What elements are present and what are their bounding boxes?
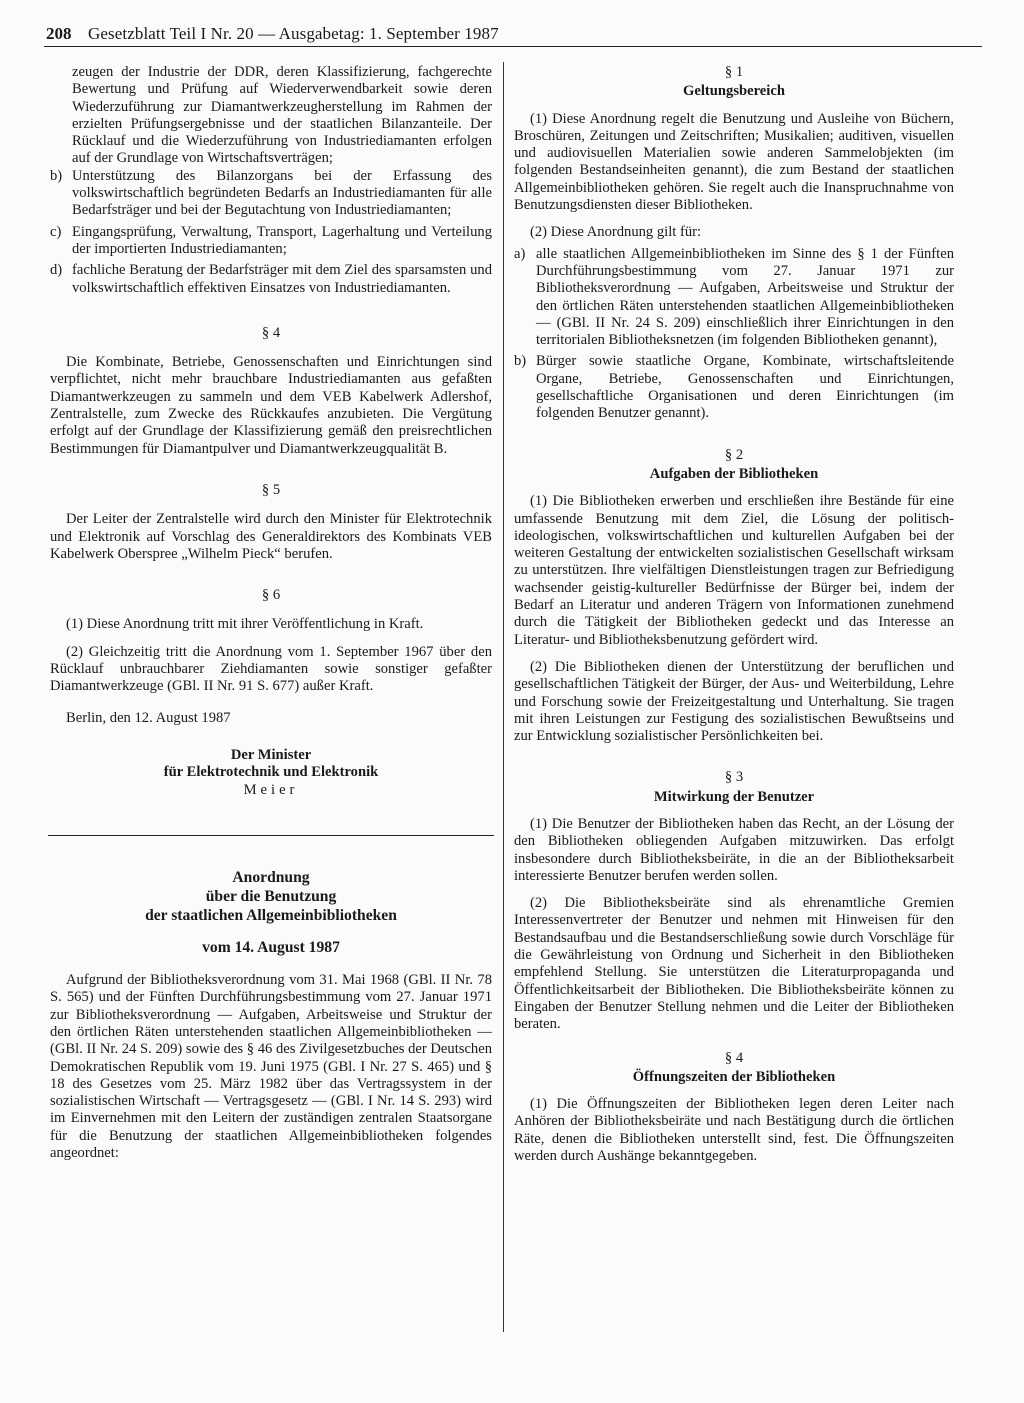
list-item-label: b) bbox=[50, 167, 63, 184]
section-2-paragraph-2: (2) Die Bibliotheken dienen der Unterstützung der beruflichen und gesellschaftlichen Tätigkeit der Bürger, der Aus- und Weiterbildung, Lehre und Forschung sowie der Freizeitgestaltung und Unterhaltung. Sie tragen mit ihren Leistungen zur Festigung des sozialistischen Bewußtseins und zur Entwicklung sozialistischer Persönlichkeiten bei. bbox=[514, 658, 954, 745]
section-6-paragraph-1: (1) Diese Anordnung tritt mit ihrer Veröffentlichung in Kraft. bbox=[66, 616, 424, 633]
section-4-paragraph-1: (1) Die Öffnungszeiten der Bibliotheken legen deren Leiter nach Anhören der Bibliotheksbeiräte und nach Bestätigung durch die örtlichen Räte, denen die Bibliotheken unterstellt sind, fest. Die Öffnungszeiten werden durch Aushänge bekanntgegeben. bbox=[514, 1096, 954, 1165]
list-item-text: Bürger sowie staatliche Organe, Kombinate, wirtschaftsleitende Organe, Betriebe, Genossenschaften und Einrichtungen, gesellschaftliche Organisationen und deren Einrichtungen (im folgenden Benutzer genannt). bbox=[536, 353, 954, 422]
column-divider bbox=[503, 62, 504, 1332]
signatory-title-1: Der Minister bbox=[230, 746, 312, 763]
header-rule bbox=[44, 46, 982, 47]
right-column bbox=[514, 64, 954, 1165]
list-item-label: b) bbox=[514, 353, 527, 370]
document-title-line-3: der staatlichen Allgemeinbibliotheken bbox=[145, 906, 397, 924]
page-header bbox=[46, 20, 726, 48]
section-mark-2: § 2 bbox=[724, 446, 744, 463]
list-item-c bbox=[50, 224, 492, 259]
list-item-d bbox=[50, 262, 492, 297]
preamble: Aufgrund der Bibliotheksverordnung vom 31. Mai 1968 (GBl. II Nr. 78 S. 565) und der Fünften Durchführungsbestimmung vom 27. Januar 1971 zur Bibliotheksverordnung — Aufgaben, Arbeitsweise und Struktur der den örtlichen Räten unterstehenden staatlichen Allgemeinbibliotheken — (GBl. II Nr. 24 S. 209) sowie des § 46 des Zivilgesetzbuches der Deutschen Demokratischen Republik vom 19. Juni 1975 (GBl. I Nr. 27 S. 465) und § 18 des Gesetzes vom 25. März 1982 über das Vertragssystem in der sozialistischen Wirtschaft — Vertragsgesetz — (GBl. I Nr. 14 S. 293) wird im Einvernehmen mit den Leitern der zuständigen zentralen Staatsorgane für die Benutzung der staatlichen Allgemeinbibliotheken folgendes angeordnet: bbox=[50, 972, 492, 1162]
document-separator bbox=[48, 835, 494, 836]
section-2-paragraph-1: (1) Die Bibliotheken erwerben und erschließen ihre Bestände für eine umfassende Benutzung mit dem Ziel, die Lösung der politisch-ideologischen, volkswirtschaftlichen und kulturellen Aufgaben bei der weiteren Gestaltung der entwickelten sozialistischen Gesellschaft wirksam zu unterstützen. Ihre vielfältigen Dienstleistungen tragen zur Befriedigung wachsender geistig-kultureller Bedürfnisse der Bürger bei, indem der Bedarf an Literatur und anderen Trägern von Informationen zunehmend durch die Tätigkeit der Bibliotheken gedeckt und das Interesse an Literatur- und Bibliotheksbenutzung gefördert wird. bbox=[514, 493, 954, 648]
document-date: vom 14. August 1987 bbox=[202, 938, 340, 956]
list-item-label: c) bbox=[50, 223, 62, 240]
list-item-b bbox=[50, 168, 492, 220]
document-title-line-1: Anordnung bbox=[232, 868, 310, 886]
section-mark-1: § 1 bbox=[724, 64, 744, 80]
list-item-a bbox=[514, 246, 954, 350]
list-item-text: Unterstützung des Bilanzorgans bei der Erfassung des volkswirtschaftlich begründeten Bedarfs an Industriediamanten für alle Bedarfsträger und bei der Begutachtung von Industriediamanten; bbox=[72, 167, 492, 219]
section-5-text: Der Leiter der Zentralstelle wird durch den Minister für Elektrotechnik und Elektronik auf Vorschlag des Generaldirektors des Kombinats VEB Kabelwerk Oberspree „Wilhelm Pieck“ berufen. bbox=[50, 511, 492, 562]
section-4-text: Die Kombinate, Betriebe, Genossenschaften und Einrichtungen sind verpflichtet, nicht mehr brauchbare Industriediamanten aus gefaßten Diamantwerkzeugen zu sammeln und dem VEB Kabelwerk Adlershof, Zentralstelle, zum Zwecke des Rückkaufes anzubieten. Die Vergütung erfolgt auf der Grundlage der Klassifizierung gemäß den preisrechtlichen Bestimmungen für Diamantpulver und Diamantwerkzeugqualität B. bbox=[50, 354, 492, 457]
section-3-paragraph-2: (2) Die Bibliotheksbeiräte sind als ehrenamtliche Gremien Interessenvertreter der Benutzer und nehmen mit Hinweisen für den Bestandsaufbau und die Bestandserschließung sowie durch Vorschläge für die Gewährleistung von Ordnung und Sicherheit in den Bibliotheken empfehlend Stellung. Sie unterstützen die Literaturpropaganda und Öffentlichkeitsarbeit der Bibliotheken. Die Bibliotheksbeiräte können zu Eingaben der Benutzer Stellung nehmen und die Leiter der Bibliotheken beraten. bbox=[514, 895, 954, 1033]
section-3-title: Mitwirkung der Benutzer bbox=[653, 788, 815, 805]
page-number: 208 bbox=[46, 24, 72, 43]
section-mark-3: § 3 bbox=[724, 769, 744, 786]
header-title: Gesetzblatt Teil I Nr. 20 — Ausgabetag: 1. September 1987 bbox=[88, 24, 499, 43]
section-4-title: Öffnungszeiten der Bibliotheken bbox=[632, 1068, 836, 1085]
list-item-text: fachliche Beratung der Bedarfsträger mit dem Ziel des sparsamsten und volkswirtschaftlich effektiven Einsatzes von Industriediamanten. bbox=[72, 262, 492, 296]
list-item-text: Eingangsprüfung, Verwaltung, Transport, Lagerhaltung und Verteilung der importierten Industriediamanten; bbox=[72, 223, 492, 257]
section-mark-5: § 5 bbox=[261, 481, 281, 498]
section-3-paragraph-1: (1) Die Benutzer der Bibliotheken haben das Recht, an der Lösung der den Bibliotheken obliegenden Aufgaben mitzuwirken. Das erfolgt insbesondere durch Bibliotheksbeiräte, in die an der Bibliotheksarbeit interessierte Benutzer berufen werden sollen. bbox=[514, 815, 954, 884]
place-date: Berlin, den 12. August 1987 bbox=[66, 709, 231, 726]
section-mark-4: § 4 bbox=[261, 324, 281, 341]
signatory-name: Meier bbox=[243, 781, 299, 798]
section-6-paragraph-2: (2) Gleichzeitig tritt die Anordnung vom 1. September 1967 über den Rücklauf unbrauchbarer Ziehdiamanten sowie sonstiger gefaßter Diamantwerkzeuge (GBl. II Nr. 91 S. 677) außer Kraft. bbox=[50, 643, 492, 695]
list-item-label: d) bbox=[50, 262, 63, 279]
section-1-paragraph-2: (2) Diese Anordnung gilt für: bbox=[530, 224, 702, 241]
list-item-label: a) bbox=[514, 245, 526, 262]
left-column bbox=[50, 64, 492, 1162]
list-item-text: alle staatlichen Allgemeinbibliotheken im Sinne des § 1 der Fünften Durchführungsbestimmung vom 27. Januar 1971 zur Bibliotheksverordnung — Aufgaben, Arbeitsweise und Struktur der den örtlichen Räten unterstehenden staatlichen Allgemeinbibliotheken — (GBl. II Nr. 24 S. 209) einschließlich ihrer Einrichtungen in den territorialen Bibliotheksnetzen (im folgenden Bibliotheken genannt), bbox=[536, 245, 954, 349]
item-a-continuation: zeugen der Industrie der DDR, deren Klassifizierung, fachgerechte Bewertung und Prüfung auf Wiederverwendbarkeit sowie deren Wiederzuführung zur Diamantwerkzeugherstellung im Rahmen der erzielten Prüfungsergebnisse und der staatlichen Bilanzanteile. Der Rücklauf und die Wiederzuführung von Industriediamanten erfolgen auf der Grundlage von Wirtschaftsverträgen; bbox=[72, 64, 492, 167]
list-item-b bbox=[514, 353, 954, 422]
document-title-line-2: über die Benutzung bbox=[205, 887, 337, 905]
section-1-title: Geltungsbereich bbox=[683, 83, 785, 100]
section-1-paragraph-1: (1) Diese Anordnung regelt die Benutzung und Ausleihe von Büchern, Broschüren, Zeitungen und Zeitschriften; Musikalien; auditiven, visuellen und audiovisuellen Materialien sowie anderen Sammelobjekten (im folgenden Bestandseinheiten genannt), die zum Bestand der staatlichen Allgemeinbibliotheken gehören. Sie regelt auch die Inanspruchnahme von Benutzungsdiensten dieser Bibliotheken. bbox=[514, 110, 954, 214]
section-mark-6: § 6 bbox=[261, 587, 281, 604]
section-2-title: Aufgaben der Bibliotheken bbox=[649, 465, 819, 482]
signatory-title-2: für Elektrotechnik und Elektronik bbox=[163, 764, 379, 781]
section-mark-4: § 4 bbox=[724, 1049, 744, 1066]
